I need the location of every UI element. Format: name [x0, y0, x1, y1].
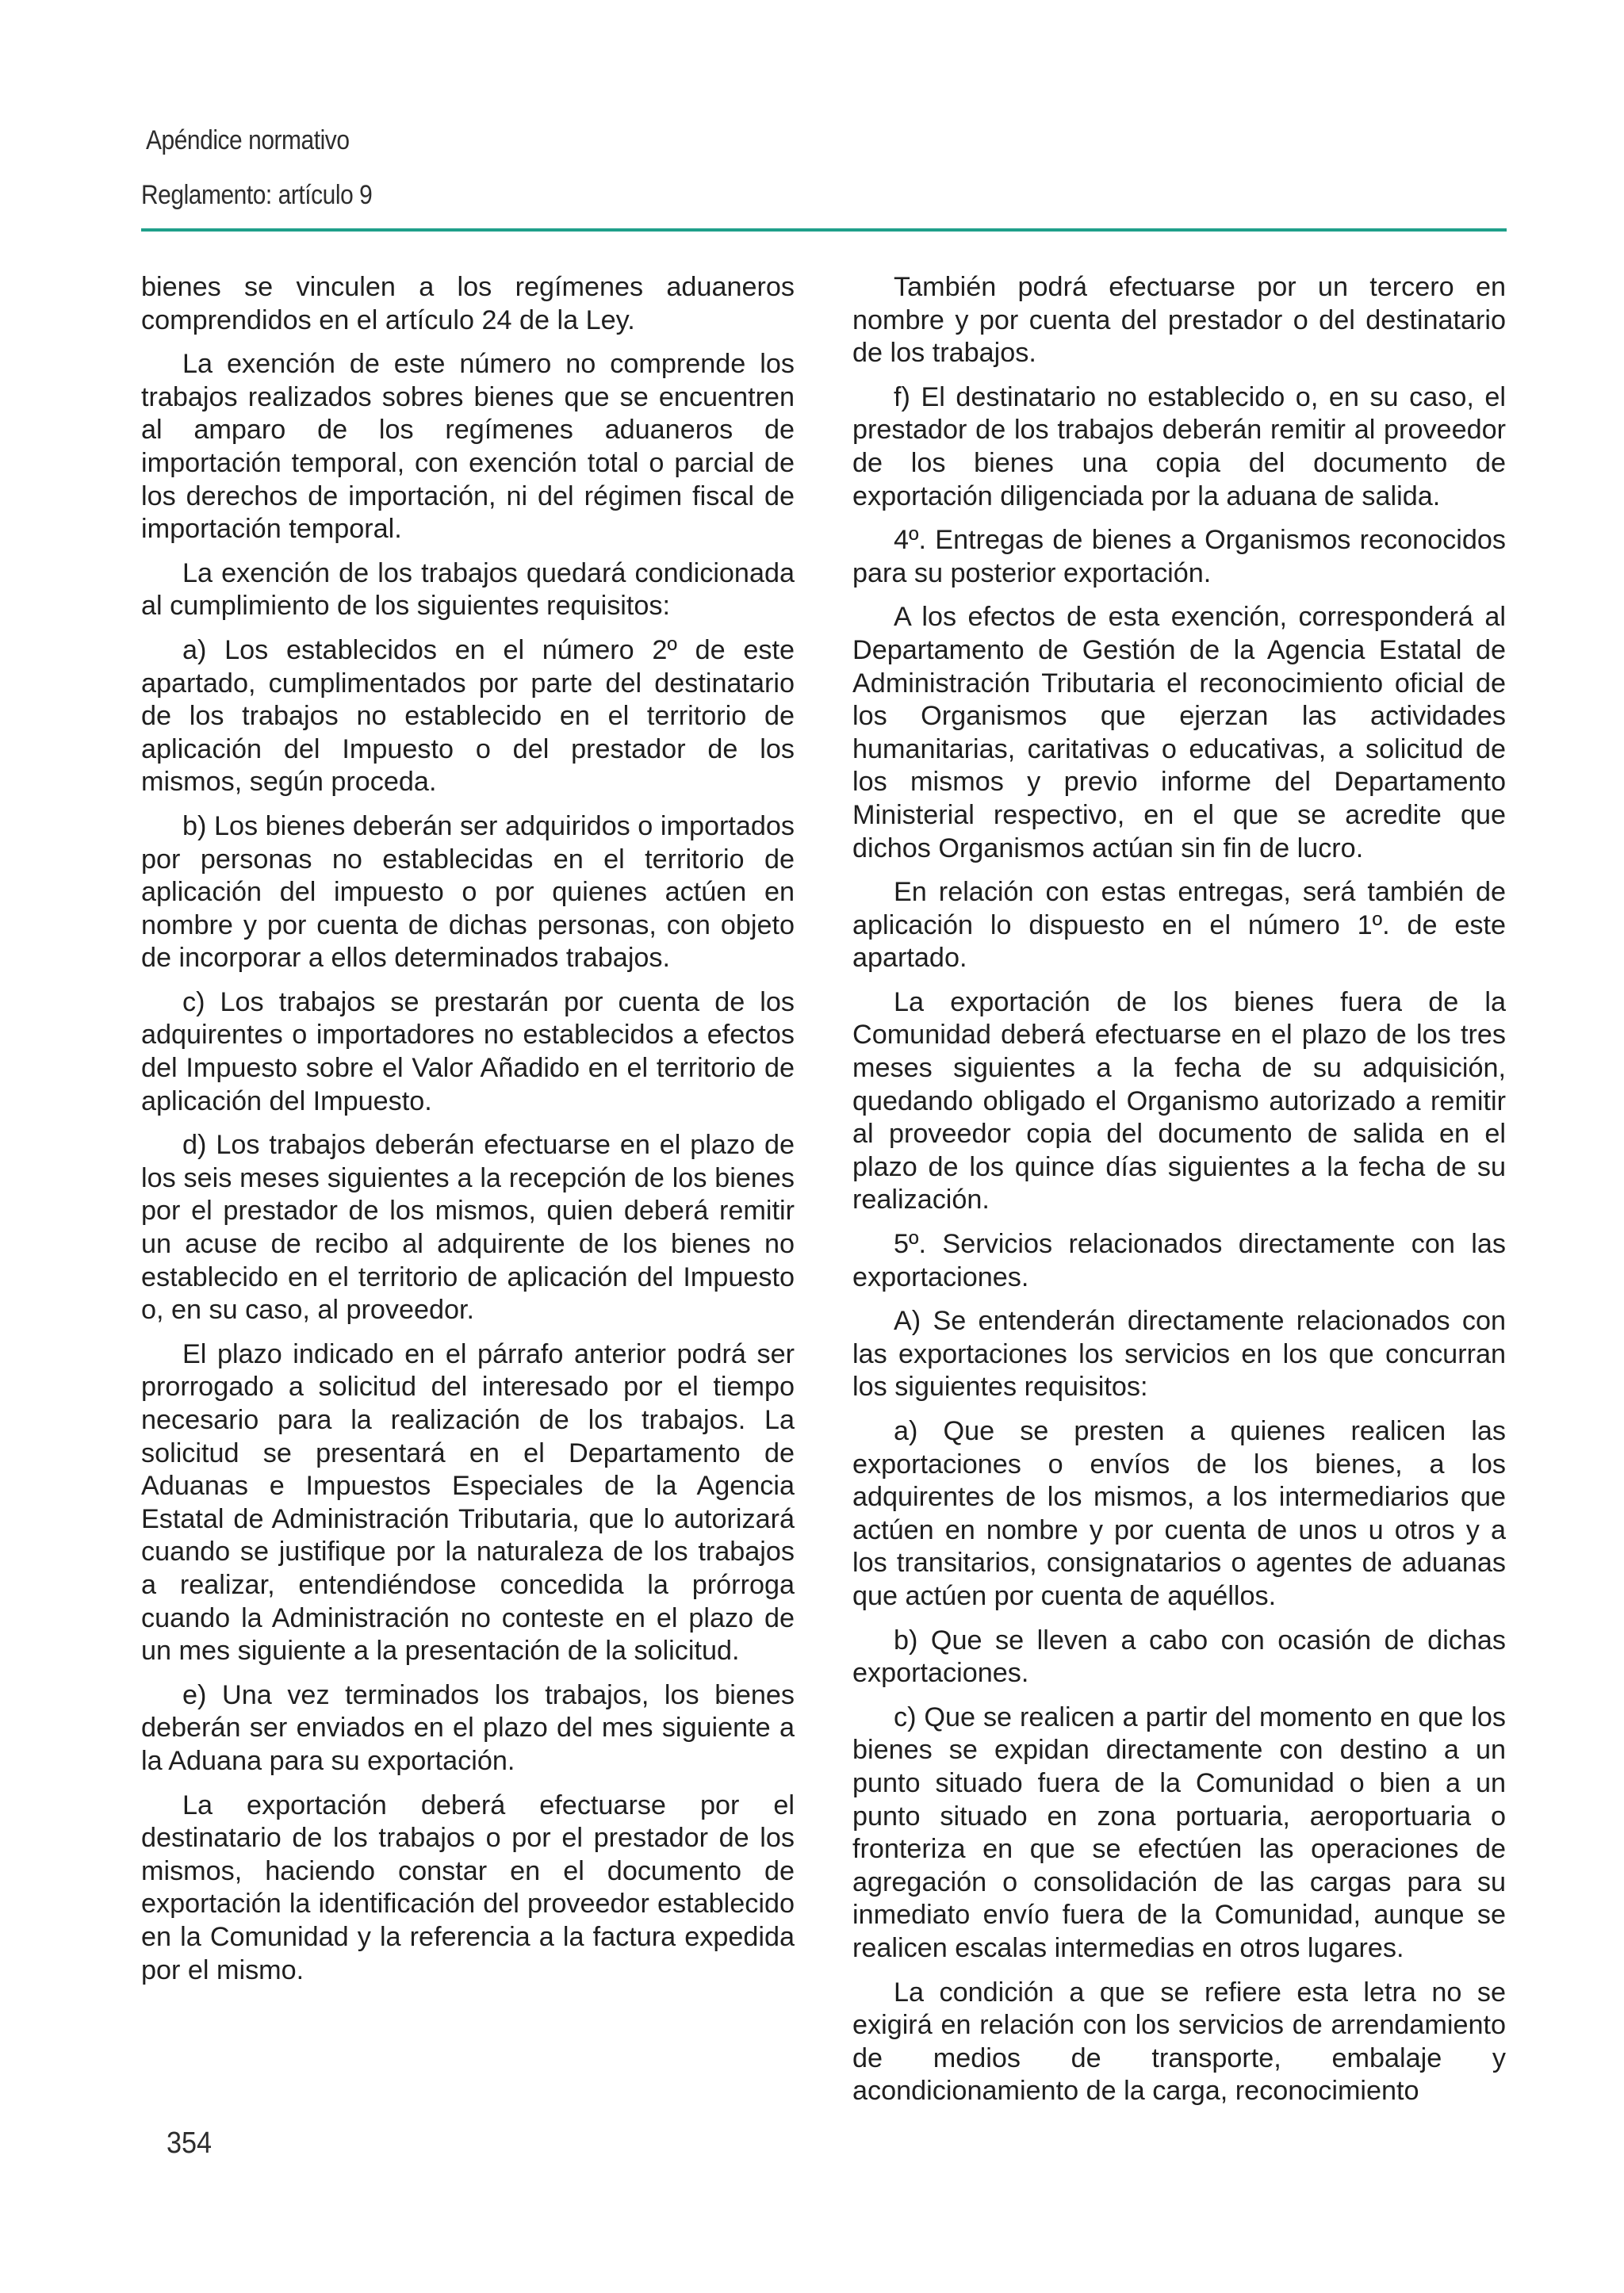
paragraph: b) Los bienes deberán ser adquiridos o importados por personas no establecidas en el territorio de aplicación del impuesto o por quienes actúen en nombre y por cuenta de dichas personas, con objeto de incorporar a ellos determinados trabajos.	[141, 810, 795, 974]
header-divider	[141, 228, 1507, 232]
paragraph: a) Los establecidos en el número 2º de este apartado, cumplimentados por parte del destinatario de los trabajos no establecido en el territorio de aplicación del Impuesto o del prestador de los mismos, según proceda.	[141, 634, 795, 798]
paragraph: e) Una vez terminados los trabajos, los bienes deberán ser enviados en el plazo del mes siguiente a la Aduana para su exportación.	[141, 1679, 795, 1776]
paragraph: La condición a que se refiere esta letra no se exigirá en relación con los servicios de arrendamiento de medios de transporte, embalaje y acondicionamiento de la carga, reconocimiento	[852, 1977, 1506, 2107]
paragraph: c) Que se realicen a partir del momento en que los bienes se expidan directamente con destino a un punto situado fuera de la Comunidad o bien a un punto situado en zona portuaria, aeroportuaria o fronteriza en que se efectúen las operaciones de agregación o consolidación de las cargas para su inmediato envío fuera de la Comunidad, aunque se realicen escalas intermedias en otros lugares.	[852, 1702, 1506, 1963]
paragraph: A) Se entenderán directamente relacionados con las exportaciones los servicios en los que concurran los siguientes requisitos:	[852, 1306, 1506, 1403]
paragraph: En relación con estas entregas, será también de aplicación lo dispuesto en el número 1º. de este apartado.	[852, 877, 1506, 974]
paragraph: 5º. Servicios relacionados directamente con las exportaciones.	[852, 1229, 1506, 1292]
running-header	[141, 125, 1505, 211]
right-column	[852, 271, 1506, 2119]
paragraph: La exportación de los bienes fuera de la Comunidad deberá efectuarse en el plazo de los tres meses siguientes a la fecha de su adquisición, quedando obligado el Organismo autorizado a remitir al proveedor copia del documento de salida en el plazo de los quince días siguientes a la fecha de su realización.	[852, 986, 1506, 1215]
paragraph: bienes se vinculen a los regímenes aduaneros comprendidos en el artículo 24 de la Ley.	[141, 272, 795, 335]
paragraph: El plazo indicado en el párrafo anterior podrá ser prorrogado a solicitud del interesado por el tiempo necesario para la realización de los trabajos. La solicitud se presentará en el Departamento de Aduanas e Impuestos Especiales de la Agencia Estatal de Administración Tributaria, que lo autorizará cuando se justifique por la naturaleza de los trabajos a realizar, entendiéndose concedida la prórroga cuando la Administración no conteste en el plazo de un mes siguiente a la presentación de la solicitud.	[141, 1338, 795, 1667]
paragraph: La exención de los trabajos quedará condicionada al cumplimiento de los siguientes requisitos:	[141, 557, 795, 622]
paragraph: b) Que se lleven a cabo con ocasión de dichas exportaciones.	[852, 1625, 1506, 1689]
paragraph: 4º. Entregas de bienes a Organismos reconocidos para su posterior exportación.	[852, 525, 1506, 588]
paragraph: c) Los trabajos se prestarán por cuenta de los adquirentes o importadores no establecidos a efectos del Impuesto sobre el Valor Añadido en el territorio de aplicación del Impuesto.	[141, 986, 795, 1116]
header-article-reference: Reglamento: artículo 9	[141, 180, 373, 210]
paragraph: También podrá efectuarse por un tercero en nombre y por cuenta del prestador o del destinatario de los trabajos.	[852, 272, 1506, 369]
left-column	[141, 271, 795, 1998]
page-number: 354	[167, 2126, 213, 2160]
paragraph: f) El destinatario no establecido o, en su caso, el prestador de los trabajos deberán remitir al proveedor de los bienes una copia del documento de exportación diligenciada por la aduana de salida.	[852, 381, 1506, 511]
paragraph: a) Que se presten a quienes realicen las exportaciones o envíos de los bienes, a los adquirentes de los mismos, a los intermediarios que actúen en nombre y por cuenta de unos u otros y a los transitarios, consignatarios o agentes de aduanas que actúen por cuenta de aquéllos.	[852, 1416, 1506, 1611]
header-section-title: Apéndice normativo	[146, 125, 350, 155]
paragraph: La exención de este número no comprende los trabajos realizados sobres bienes que se encuentren al amparo de los regímenes aduaneros de importación temporal, con exención total o parcial de los derechos de importación, ni del régimen fiscal de importación temporal.	[141, 349, 795, 545]
paragraph: A los efectos de esta exención, corresponderá al Departamento de Gestión de la Agencia Estatal de Administración Tributaria el reconocimiento oficial de los Organismos que ejerzan las actividades humanitarias, caritativas o educativas, a solicitud de los mismos y previo informe del Departamento Ministerial respectivo, en el que se acredite que dichos Organismos actúan sin fin de lucro.	[852, 602, 1506, 863]
paragraph: d) Los trabajos deberán efectuarse en el plazo de los seis meses siguientes a la recepción de los bienes por el prestador de los mismos, quien deberá remitir un acuse de recibo al adquirente de los bienes no establecido en el territorio de aplicación del Impuesto o, en su caso, al proveedor.	[141, 1130, 795, 1326]
paragraph: La exportación deberá efectuarse por el destinatario de los trabajos o por el prestador de los mismos, haciendo constar en el documento de exportación la identificación del proveedor establecido en la Comunidad y la referencia a la factura expedida por el mismo.	[141, 1790, 795, 1985]
